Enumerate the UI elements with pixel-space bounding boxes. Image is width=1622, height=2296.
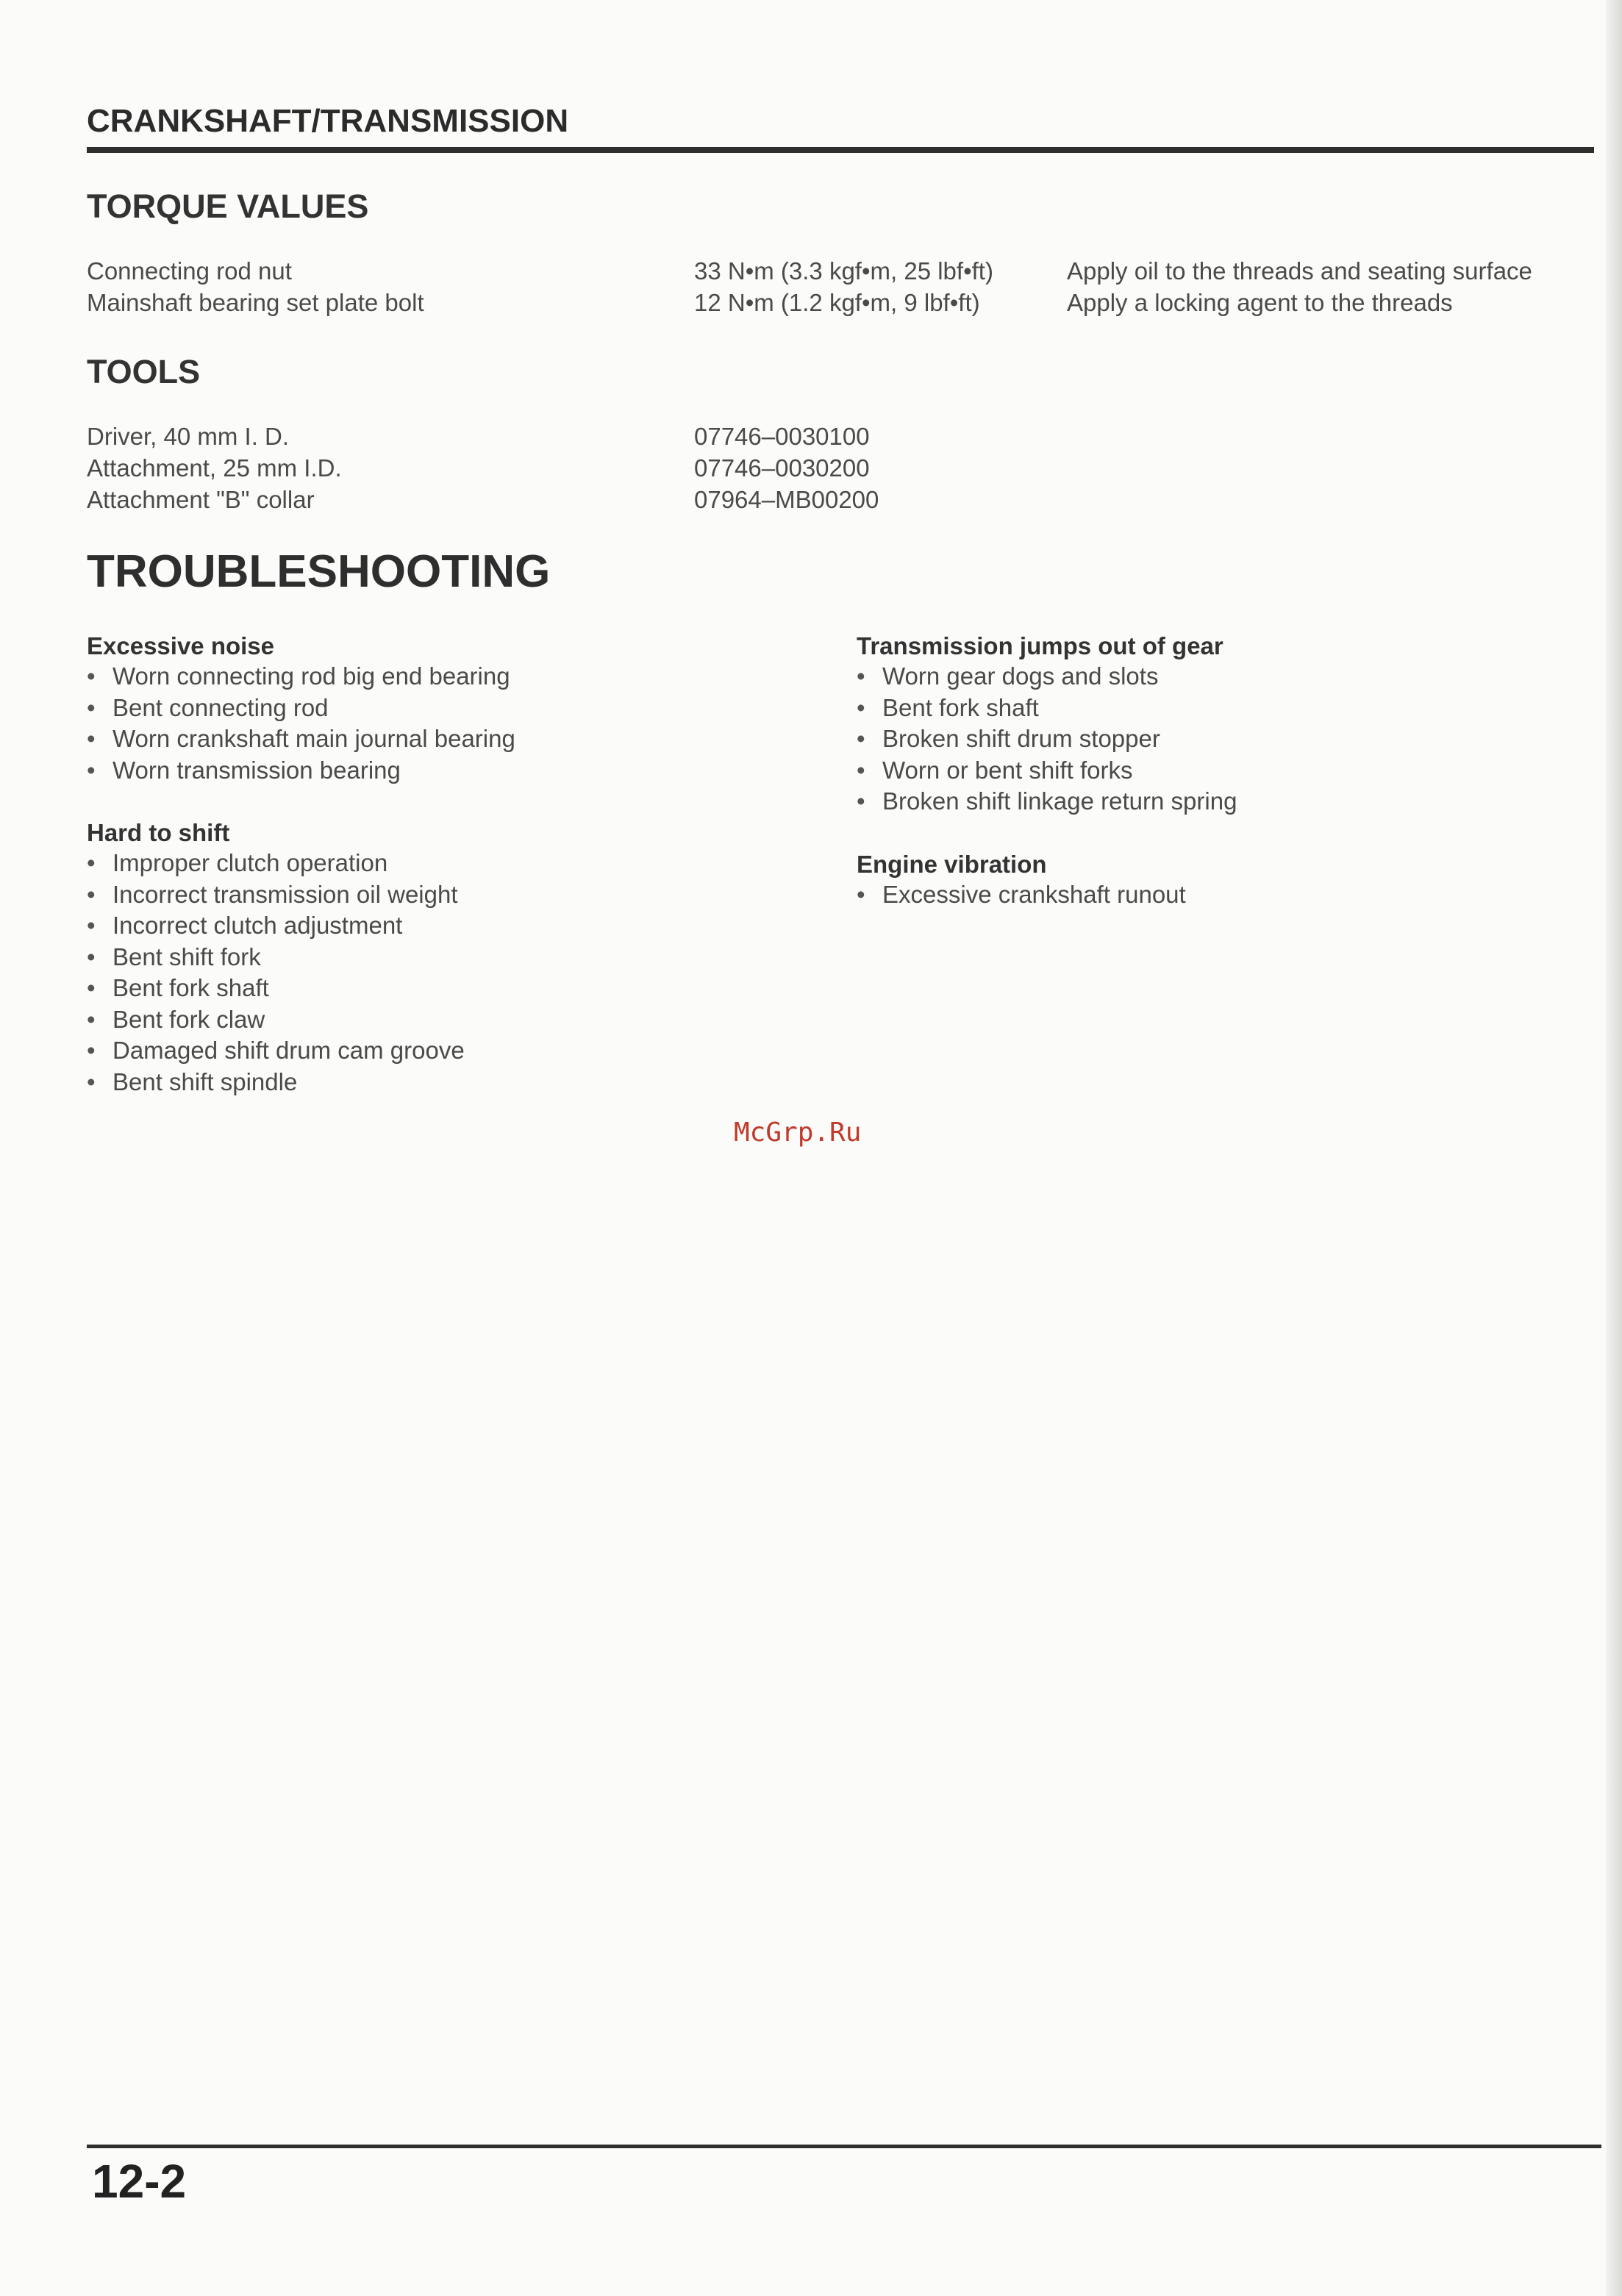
tool-name: Attachment, 25 mm I.D. bbox=[87, 454, 342, 482]
torque-note: Apply a locking agent to the threads bbox=[1067, 289, 1453, 316]
page-header-title: CRANKSHAFT/TRANSMISSION bbox=[87, 103, 569, 139]
torque-value: 12 N•m (1.2 kgf•m, 9 lbf•ft) bbox=[694, 289, 980, 316]
engine-vibration-list bbox=[857, 879, 1186, 911]
list-item: • Incorrect transmission oil weight bbox=[87, 879, 465, 911]
page-number: 12-2 bbox=[92, 2155, 187, 2208]
tool-name: Driver, 40 mm I. D. bbox=[87, 423, 290, 450]
list-item: • Worn crankshaft main journal bearing bbox=[87, 723, 515, 755]
tool-number: 07964–MB00200 bbox=[694, 486, 879, 513]
list-item: • Broken shift drum stopper bbox=[857, 723, 1237, 755]
group-heading-hard-to-shift: Hard to shift bbox=[87, 819, 230, 846]
torque-item: Connecting rod nut bbox=[87, 257, 292, 285]
list-item: • Bent connecting rod bbox=[87, 693, 515, 724]
tool-name: Attachment "B" collar bbox=[87, 486, 315, 513]
excessive-noise-list bbox=[87, 661, 515, 786]
list-item: • Excessive crankshaft runout bbox=[857, 879, 1186, 911]
tools-heading: TOOLS bbox=[87, 353, 201, 390]
group-heading-engine-vibration: Engine vibration bbox=[857, 851, 1047, 878]
list-item: • Incorrect clutch adjustment bbox=[87, 910, 465, 942]
footer-rule bbox=[87, 2145, 1601, 2148]
torque-item: Mainshaft bearing set plate bolt bbox=[87, 289, 424, 316]
list-item: • Worn gear dogs and slots bbox=[857, 661, 1237, 693]
hard-to-shift-list bbox=[87, 848, 465, 1098]
list-item: • Worn transmission bearing bbox=[87, 755, 515, 787]
tool-number: 07746–0030100 bbox=[694, 423, 870, 450]
list-item: • Broken shift linkage return spring bbox=[857, 786, 1237, 818]
list-item: • Bent shift spindle bbox=[87, 1067, 465, 1098]
list-item: • Improper clutch operation bbox=[87, 848, 465, 879]
header-rule bbox=[87, 147, 1594, 153]
list-item: • Bent shift fork bbox=[87, 942, 465, 973]
list-item: • Damaged shift drum cam groove bbox=[87, 1035, 465, 1067]
torque-values-heading: TORQUE VALUES bbox=[87, 187, 369, 225]
transmission-jumps-list bbox=[857, 661, 1237, 818]
list-item: • Worn connecting rod big end bearing bbox=[87, 661, 515, 693]
group-heading-transmission-jumps: Transmission jumps out of gear bbox=[857, 632, 1223, 659]
torque-note: Apply oil to the threads and seating surface bbox=[1067, 257, 1532, 285]
page-edge-shadow bbox=[1606, 0, 1622, 2296]
group-heading-excessive-noise: Excessive noise bbox=[87, 632, 275, 659]
list-item: • Bent fork shaft bbox=[87, 973, 465, 1004]
list-item: • Worn or bent shift forks bbox=[857, 755, 1237, 787]
torque-value: 33 N•m (3.3 kgf•m, 25 lbf•ft) bbox=[694, 257, 993, 285]
watermark: McGrp.Ru bbox=[734, 1117, 862, 1148]
tool-number: 07746–0030200 bbox=[694, 454, 870, 482]
list-item: • Bent fork claw bbox=[87, 1004, 465, 1036]
troubleshooting-heading: TROUBLESHOOTING bbox=[87, 546, 551, 597]
list-item: • Bent fork shaft bbox=[857, 693, 1237, 724]
